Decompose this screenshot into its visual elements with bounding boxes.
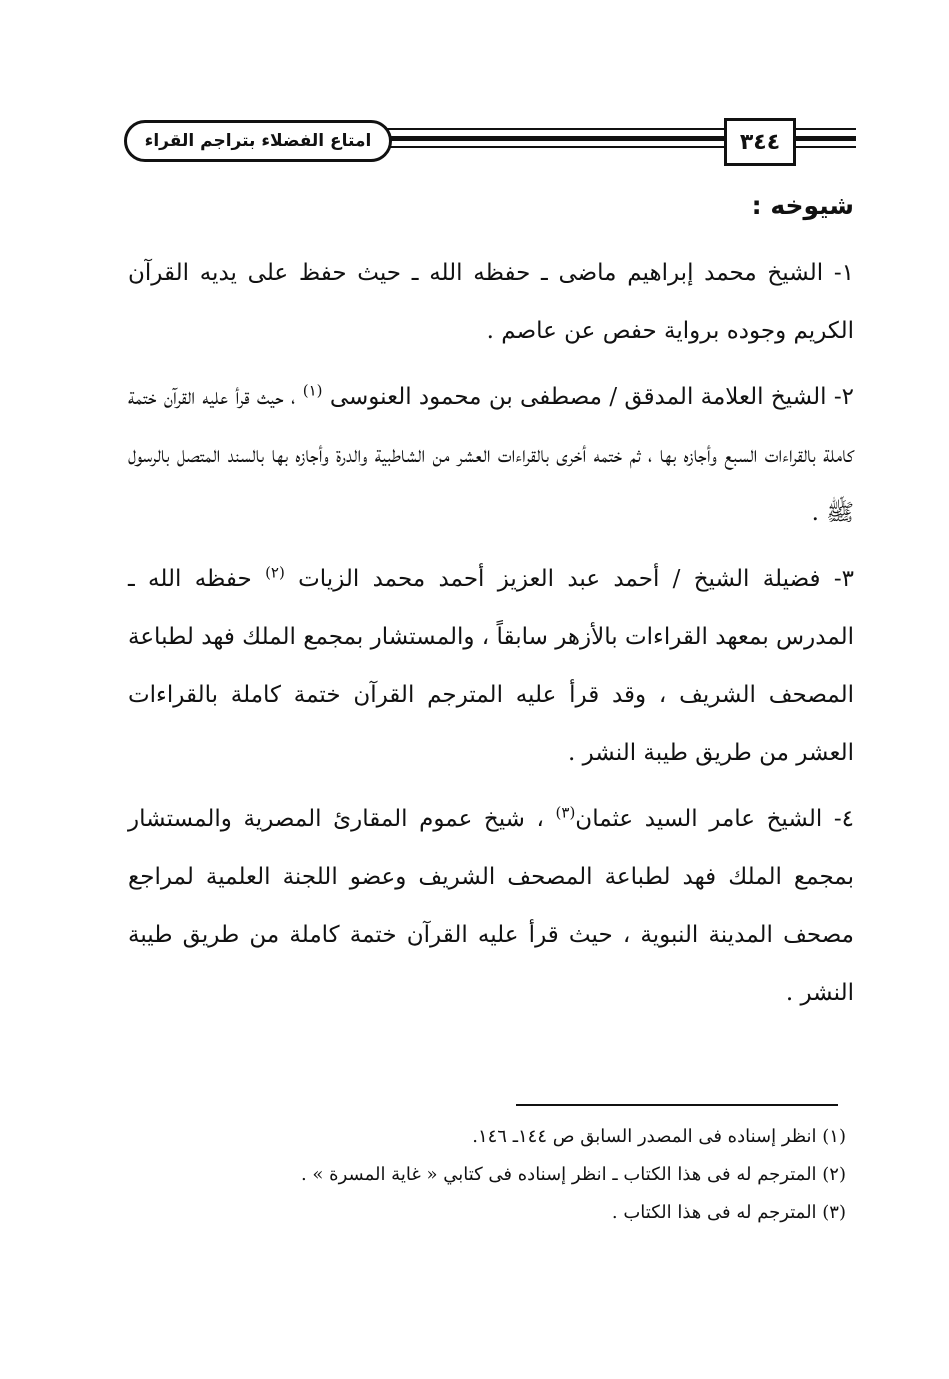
paragraph-2	[128, 368, 854, 542]
paragraph-4	[128, 790, 854, 1022]
header-rule-top	[386, 128, 724, 130]
paragraph-3-lead: ٣- فضيلة الشيخ / أحمد عبد العزيز أحمد محمد الزيات	[284, 566, 854, 592]
section-heading: شيوخه :	[751, 191, 854, 220]
footnote-separator	[516, 1104, 838, 1106]
running-title	[124, 120, 392, 162]
header-rule-right-bottom	[790, 146, 856, 148]
paragraph-3-rest: حفظه الله ـ المدرس بمعهد القراءات بالأزهر سابقاً ، والمستشار بمجمع الملك فهد لطباعة المصحف الشريف ، وقد قرأ عليه المترجم القرآن ختمة كاملة بالقراءات العشر من طريق طيبة النشر .	[128, 566, 854, 766]
header-rule-middle	[386, 136, 724, 141]
paragraph-2-rest: ، حيث قرأ عليه القرآن ختمة كاملة بالقراءات السبع وأجازه بها ، ثم ختمه أخرى بالقراءات العشر من الشاطبية والدرة وأجازه بها بالسند المتصل بالرسول ﷺ .	[128, 384, 854, 526]
footnote-ref-1: (١)	[302, 381, 323, 400]
footnotes	[160, 1118, 846, 1232]
page-header	[118, 112, 856, 168]
footnote-1: (١) انظر إسناده فى المصدر السابق ص ١٤٤ـ ١٤٦.	[472, 1126, 846, 1147]
footnote-ref-2: (٢)	[265, 563, 285, 582]
footnote-2: (٢) المترجم له فى هذا الكتاب ـ انظر إسناده فى كتابي « غاية المسرة » .	[300, 1164, 846, 1185]
header-rule-right-top	[790, 128, 856, 130]
running-title-text: امتاع الفضلاء بتراجم القراء	[144, 131, 372, 151]
footnote-3: (٣) المترجم له فى هذا الكتاب .	[611, 1202, 846, 1223]
page-number	[724, 118, 796, 166]
paragraph-4-lead: ٤- الشيخ عامر السيد عثمان	[575, 806, 854, 832]
paragraph-2-lead: ٢- الشيخ العلامة المدقق / مصطفى بن محمود العنوسى	[322, 384, 854, 410]
main-text	[128, 182, 854, 1030]
footnote-ref-3: (٣)	[555, 803, 576, 822]
paragraph-1: ١- الشيخ محمد إبراهيم ماضى ـ حفظه الله ـ حيث حفظ على يديه القرآن الكريم وجوده برواية حفص عن عاصم .	[128, 260, 854, 344]
paragraph-3	[128, 550, 854, 782]
page-number-text: ٣٤٤	[739, 129, 781, 155]
header-rule-right-middle	[790, 136, 856, 141]
paragraph-4-rest: ، شيخ عموم المقارئ المصرية والمستشار بمجمع الملك فهد لطباعة المصحف الشريف وعضو اللجنة العلمية لمراجع مصحف المدينة النبوية ، حيث قرأ عليه القرآن ختمة كاملة من طريق طيبة النشر .	[128, 806, 854, 1006]
header-rule-bottom	[386, 146, 724, 148]
